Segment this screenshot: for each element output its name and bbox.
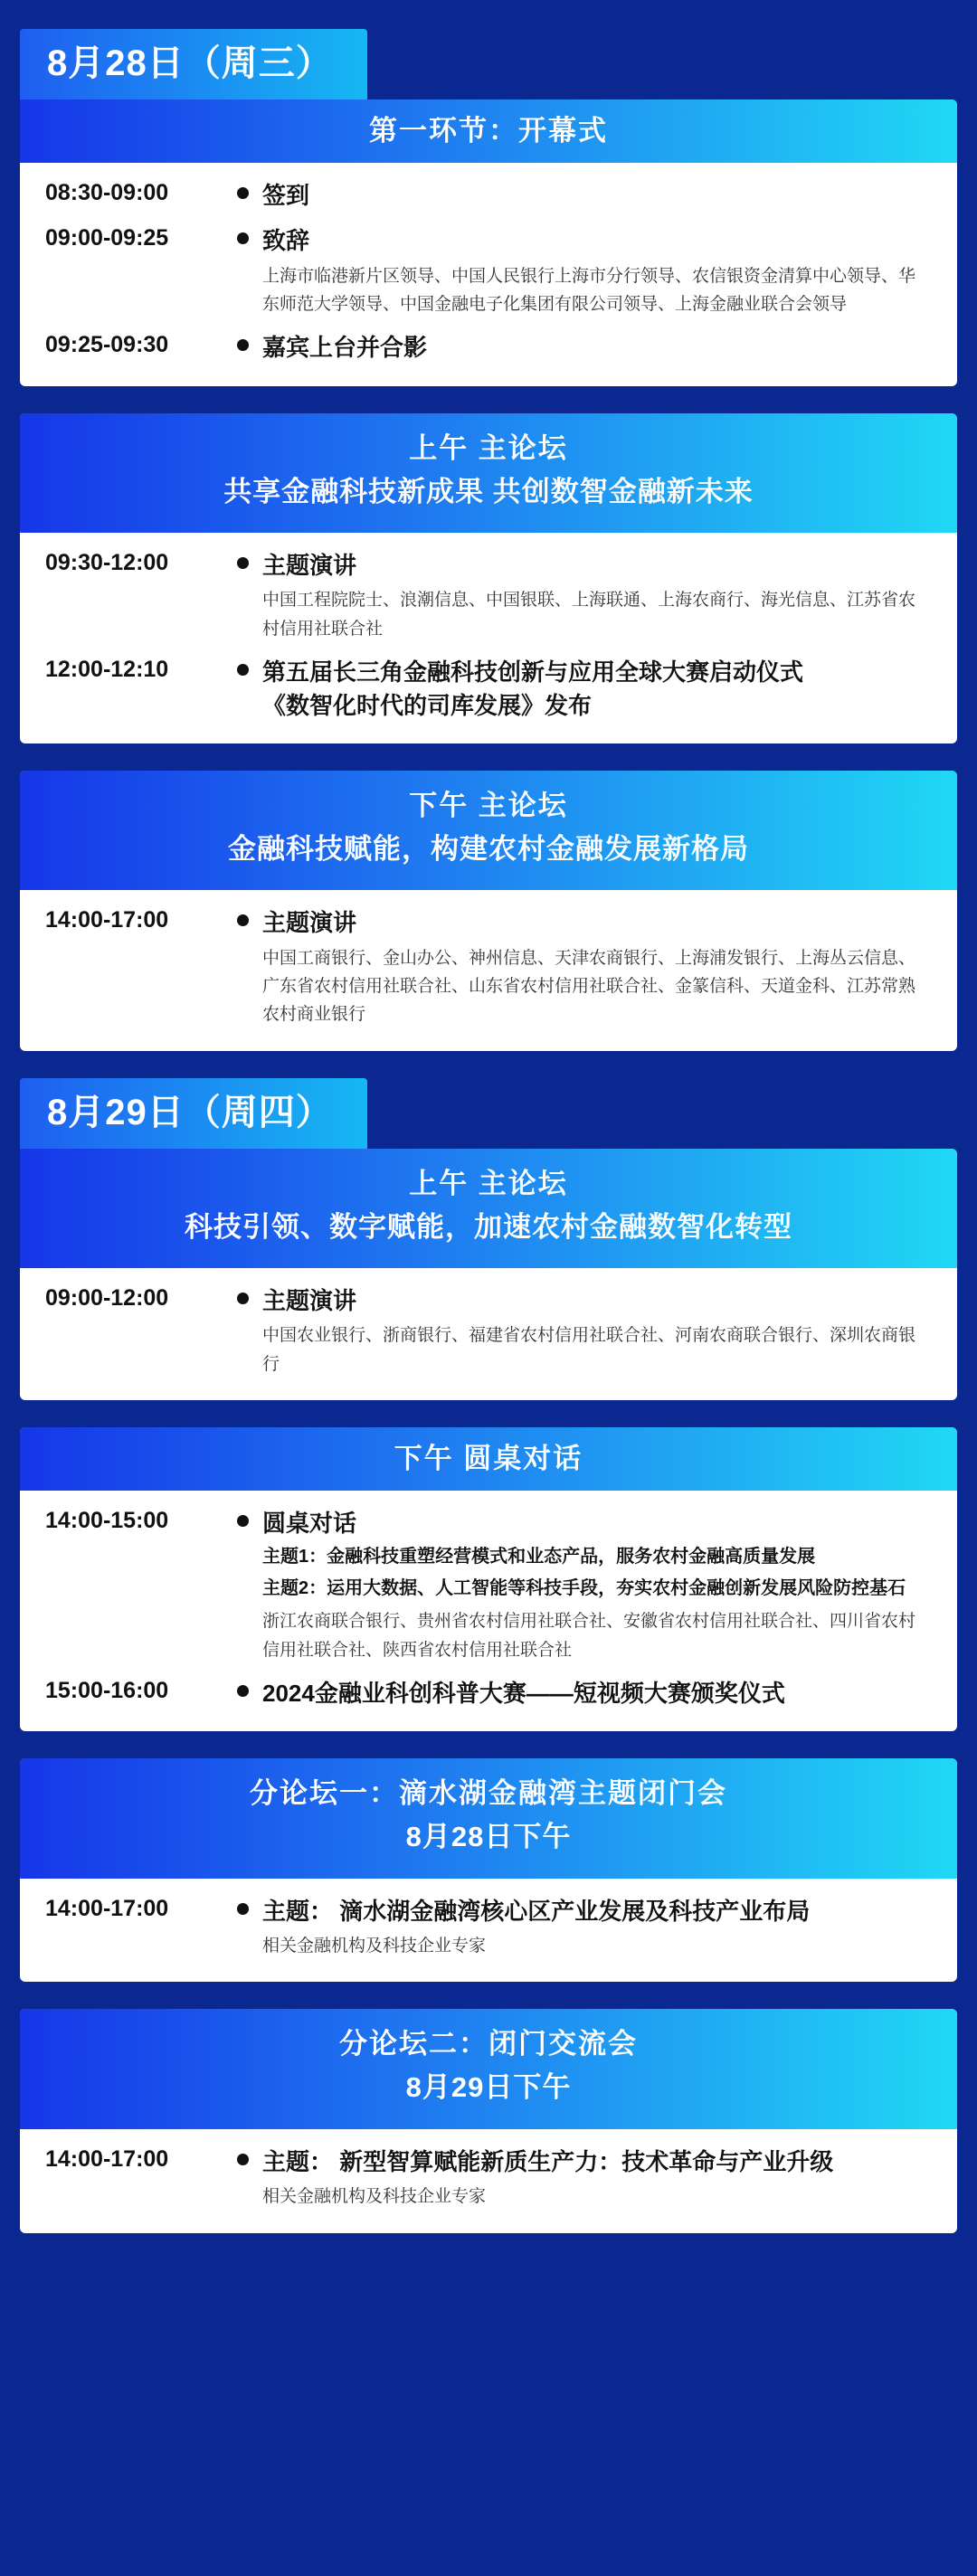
agenda-row [45,656,932,722]
section-banner-title: 上午 主论坛 [409,431,568,464]
section-banner-title: 上午 主论坛 [409,1167,568,1199]
bullet-dot-icon [237,664,249,676]
agenda-row-content [262,1677,932,1709]
agenda-row-time: 14:00-17:00 [45,907,169,933]
section-banner-subtitle: 共享金融科技新成果 共创数智金融新未来 [223,475,754,507]
agenda-row-title: 2024金融业科创科普大赛——短视频大赛颁奖仪式 [262,1680,785,1708]
agenda-rows [20,1268,957,1400]
date-header-2: 8月29日（周四） [20,1078,367,1149]
agenda-row-content [262,331,932,364]
section-banner [20,1149,957,1268]
bullet-dot-icon [237,187,249,199]
agenda-row-content [262,179,932,212]
agenda-row-description: 中国工程院院士、浪潮信息、中国银联、上海联通、上海农商行、海光信息、江苏省农村信用社联合社 [262,591,916,639]
agenda-row-description: 相关金融机构及科技企业专家 [262,2187,487,2207]
section-banner [20,2009,957,2128]
agenda-row-description: 中国农业银行、浙商银行、福建省农村信用社联合社、河南农商联合银行、深圳农商银行 [262,1326,916,1374]
bullet-dot-icon [237,1515,249,1527]
date-header-wrap [20,29,957,99]
agenda-card [20,99,957,386]
agenda-row-topic: 主题2：运用大数据、人工智能等科技手段，夯实农村金融创新发展风险防控基石 [262,1578,906,1599]
agenda-row-marker [223,1677,262,1697]
agenda-row-title: 主题演讲 [262,909,357,937]
agenda-row-title: 圆桌对话 [262,1509,357,1537]
agenda-row [45,549,932,656]
section-banner [20,1758,957,1878]
agenda-row [45,1895,932,1961]
date-header-wrap [20,1078,957,1149]
agenda-row-content [262,656,932,722]
section-banner-subtitle: 8月29日下午 [405,2071,572,2104]
agenda-row [45,1677,932,1709]
date-header-1: 8月28日（周三） [20,29,367,99]
agenda-row-description: 浙江农商联合银行、贵州省农村信用社联合社、安徽省农村信用社联合社、四川省农村信用社联合社、陕西省农村信用社联合社 [262,1612,916,1660]
agenda-row-content [262,2145,932,2211]
agenda-row-marker [223,331,262,351]
bullet-dot-icon [237,1903,249,1915]
agenda-rows [20,1879,957,1983]
section-banner [20,413,957,533]
agenda-row-content [262,224,932,318]
agenda-row-marker [223,179,262,199]
bullet-dot-icon [237,2154,249,2165]
agenda-row-time: 09:25-09:30 [45,332,169,358]
section-banner-title: 下午 主论坛 [409,789,568,821]
agenda-row [45,224,932,331]
section-banner-subtitle: 科技引领、数字赋能，加速农村金融数智化转型 [185,1210,792,1243]
agenda-row-marker [223,1284,262,1304]
agenda-rows [20,163,957,386]
bullet-dot-icon [237,557,249,569]
agenda-row-title: 主题： 新型智算赋能新质生产力：技术革命与产业升级 [262,2147,834,2175]
sub-forum-card [20,2009,957,2232]
agenda-row-marker [223,906,262,926]
agenda-row-title: 主题演讲 [262,552,357,580]
bullet-dot-icon [237,232,249,244]
agenda-rows [20,2129,957,2233]
agenda-page [20,29,957,2233]
agenda-row-description: 相关金融机构及科技企业专家 [262,1937,487,1956]
section-banner [20,99,957,163]
agenda-row-title: 主题演讲 [262,1287,357,1315]
agenda-row-title: 致辞 [262,227,310,255]
agenda-row-marker [223,656,262,676]
agenda-row-title: 主题： 滴水湖金融湾核心区产业发展及科技产业布局 [262,1897,811,1925]
agenda-row-description: 上海市临港新片区领导、中国人民银行上海市分行领导、农信银资金清算中心领导、华东师范大学领导、中国金融电子化集团有限公司领导、上海金融业联合会领导 [262,266,916,314]
agenda-row-marker [223,224,262,244]
agenda-row-title: 签到 [262,181,310,209]
agenda-rows [20,1491,957,1731]
agenda-row-title: 第五届长三角金融科技创新与应用全球大赛启动仪式 《数智化时代的司库发展》发布 [262,658,804,719]
agenda-row-content [262,1507,932,1664]
agenda-row-marker [223,2145,262,2165]
agenda-card [20,413,957,743]
agenda-row-title: 嘉宾上台并合影 [262,334,428,362]
bullet-dot-icon [237,1685,249,1697]
agenda-row-marker [223,1507,262,1527]
agenda-card [20,1427,957,1731]
agenda-row-time: 14:00-17:00 [45,1895,169,1921]
agenda-row-content [262,906,932,1028]
agenda-row-content [262,549,932,643]
agenda-row [45,2145,932,2211]
bullet-dot-icon [237,339,249,351]
section-banner-title: 分论坛二：闭门交流会 [339,2028,638,2060]
section-banner [20,771,957,890]
section-banner-subtitle: 金融科技赋能，构建农村金融发展新格局 [228,832,749,865]
agenda-rows [20,890,957,1050]
agenda-row-time: 14:00-17:00 [45,2145,169,2172]
bullet-dot-icon [237,1293,249,1304]
agenda-row [45,906,932,1028]
agenda-row-content [262,1284,932,1378]
agenda-card [20,771,957,1051]
section-banner-title: 分论坛一：滴水湖金融湾主题闭门会 [250,1777,727,1810]
agenda-row-time: 09:30-12:00 [45,550,169,576]
agenda-row [45,179,932,224]
agenda-row-time: 08:30-09:00 [45,179,169,205]
agenda-rows [20,533,957,743]
agenda-card [20,1149,957,1400]
agenda-row [45,1507,932,1677]
agenda-row-description: 中国工商银行、金山办公、神州信息、天津农商银行、上海浦发银行、上海丛云信息、广东省农村信用社联合社、山东省农村信用社联合社、金篆信科、天道金科、江苏常熟农村商业银行 [262,948,916,1025]
bullet-dot-icon [237,914,249,926]
agenda-row-time: 09:00-09:25 [45,225,169,251]
agenda-row-time: 09:00-12:00 [45,1285,169,1312]
agenda-row-marker [223,549,262,569]
agenda-row-time: 14:00-15:00 [45,1507,169,1533]
agenda-row [45,1284,932,1378]
section-banner [20,1427,957,1491]
agenda-row-time: 12:00-12:10 [45,657,169,683]
agenda-row-topic: 主题1：金融科技重塑经营模式和业态产品，服务农村金融高质量发展 [262,1547,816,1567]
agenda-row-marker [223,1895,262,1915]
section-banner-title: 下午 圆桌对话 [394,1443,583,1475]
agenda-row [45,331,932,364]
section-banner-title: 第一环节：开幕式 [369,115,608,147]
section-banner-subtitle: 8月28日下午 [405,1821,572,1853]
agenda-row-content [262,1895,932,1961]
agenda-row-time: 15:00-16:00 [45,1678,169,1704]
sub-forum-card [20,1758,957,1982]
